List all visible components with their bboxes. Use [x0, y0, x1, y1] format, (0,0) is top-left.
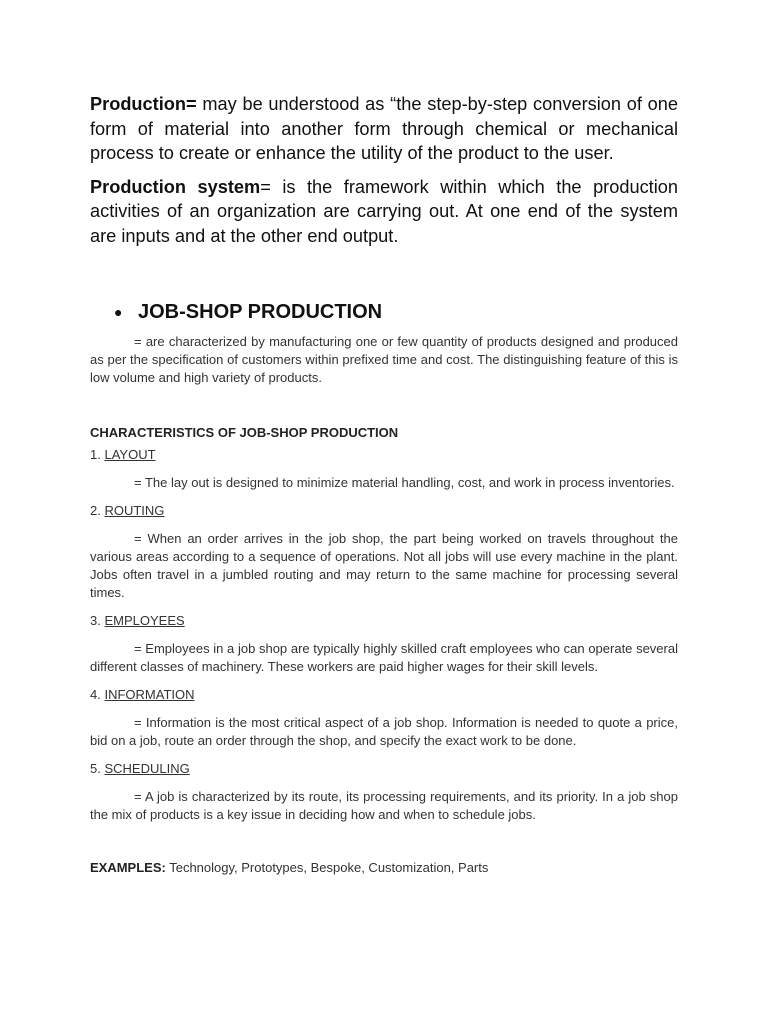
characteristic-text-layout: = The lay out is designed to minimize material handling, cost, and work in process inventories.: [134, 475, 675, 490]
characteristic-text-information: = Information is the most critical aspect of a job shop. Information is needed to quote a price, bid on a job, route an order through the shop, and specify the exact work to be done.: [90, 715, 678, 748]
characteristic-label: EMPLOYEES: [104, 613, 185, 628]
examples-text: Technology, Prototypes, Bespoke, Customization, Parts: [165, 860, 489, 875]
production-system-term: Production system: [90, 176, 261, 197]
characteristic-number: 1.: [90, 447, 101, 462]
characteristic-number: 5.: [90, 761, 101, 776]
characteristic-number: 3.: [90, 613, 101, 628]
characteristic-text-routing: = When an order arrives in the job shop, the part being worked on travels throughout the various areas according to a sequence of operations. Not all jobs will use every machine in the plant. Jobs often travel in a jumbled routing and may return to the same machine for processing several times.: [90, 531, 678, 600]
characteristic-label: ROUTING: [104, 503, 165, 518]
characteristic-label: INFORMATION: [104, 687, 195, 702]
characteristic-title-employees: [90, 612, 678, 630]
characteristic-label: SCHEDULING: [104, 761, 190, 776]
production-definition: [90, 92, 678, 166]
production-definition-text: may be understood as “the step-by-step conversion of one form of material into another form through chemical or mechanical process to create or enhance the utility of the product to the user.: [90, 94, 678, 163]
characteristic-title-routing: [90, 502, 678, 520]
characteristic-title-information: [90, 686, 678, 704]
section-heading: [90, 299, 678, 325]
document-page: [90, 92, 678, 877]
section-title: JOB-SHOP PRODUCTION: [138, 301, 383, 323]
production-system-definition-text: = is the framework within which the production activities of an organization are carrying out. At one end of the system are inputs and at the other end output.: [90, 176, 678, 246]
examples-line: [90, 859, 678, 877]
characteristic-text-scheduling: = A job is characterized by its route, its processing requirements, and its priority. In a job shop the mix of products is a key issue in deciding how and when to schedule jobs.: [90, 789, 678, 822]
characteristics-title: CHARACTERISTICS OF JOB-SHOP PRODUCTION: [90, 425, 399, 440]
characteristic-number: 2.: [90, 503, 101, 518]
characteristic-number: 4.: [90, 687, 101, 702]
job-shop-definition: = are characterized by manufacturing one or few quantity of products designed and produced as per the specification of customers within prefixed time and cost. The distinguishing feature of this is low volume and high variety of products.: [90, 334, 678, 385]
characteristic-label: LAYOUT: [104, 447, 156, 462]
production-term: Production=: [90, 94, 197, 114]
characteristic-text-employees: = Employees in a job shop are typically highly skilled craft employees who can operate several different classes of machinery. These workers are paid higher wages for their skill levels.: [90, 641, 678, 674]
production-system-definition: [90, 175, 678, 249]
bullet-icon: ●: [114, 304, 123, 320]
characteristic-title-scheduling: [90, 760, 678, 778]
characteristic-title-layout: [90, 446, 678, 464]
examples-label: EXAMPLES:: [90, 860, 166, 875]
